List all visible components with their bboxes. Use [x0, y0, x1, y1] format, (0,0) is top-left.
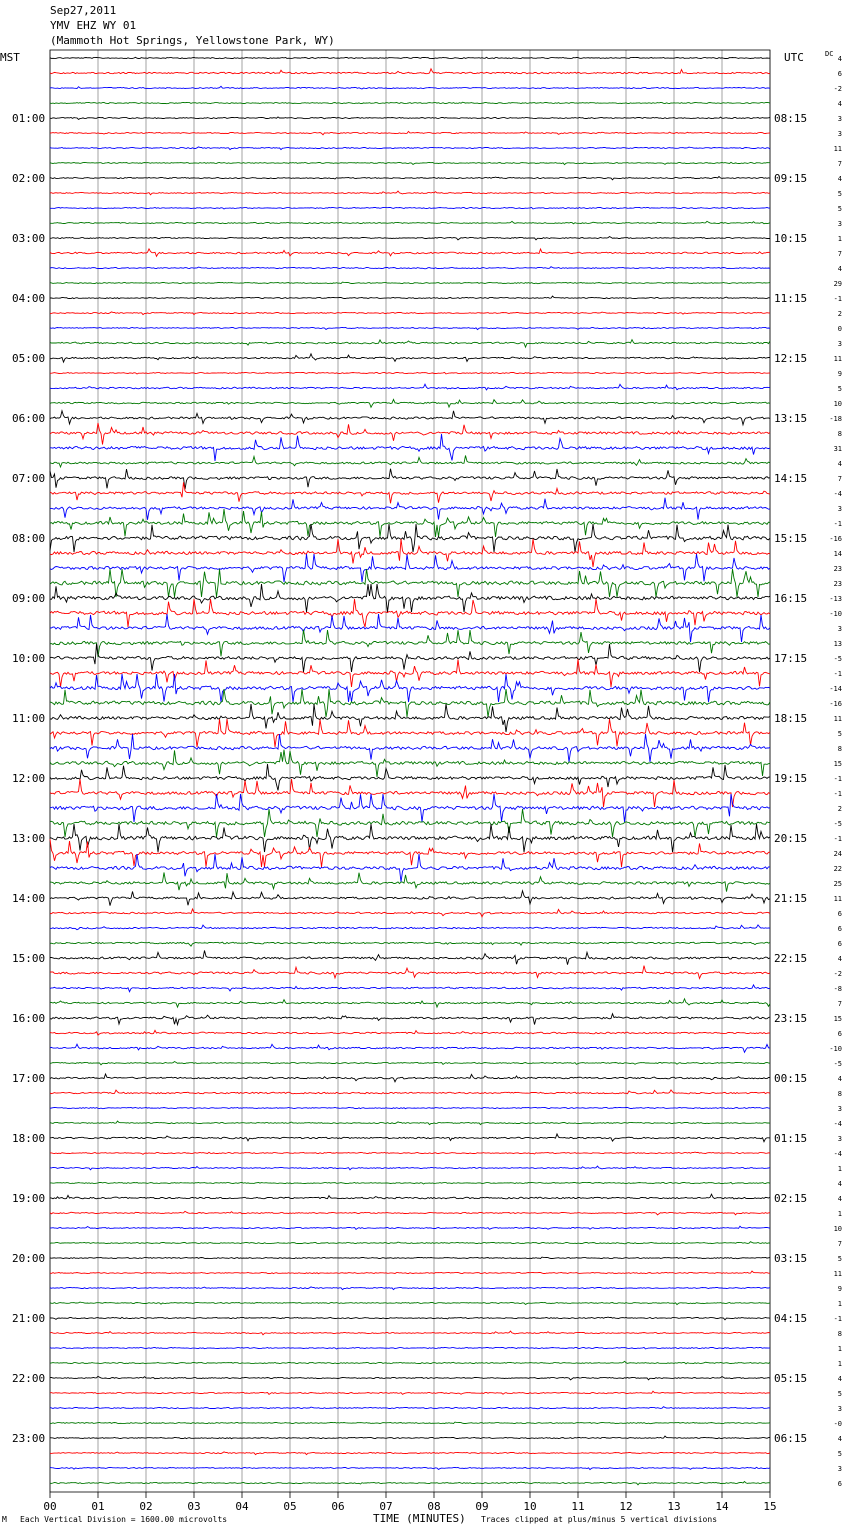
seismogram-trace [50, 1044, 770, 1052]
dc-offset-label: 1 [837, 235, 842, 243]
dc-offset-label: 4 [837, 1180, 842, 1188]
dc-offset-label: 4 [837, 265, 842, 273]
seismogram-trace [50, 891, 770, 906]
seismogram-trace [50, 191, 770, 195]
dc-offset-label: -1 [833, 835, 842, 843]
dc-offset-label: 15 [833, 760, 842, 768]
right-hour-label: 18:15 [774, 712, 808, 725]
seismogram-trace [50, 237, 770, 240]
dc-offset-label: -0 [833, 1420, 842, 1428]
dc-offset-label: -2 [833, 970, 842, 978]
dc-offset-label: 8 [837, 1090, 842, 1098]
seismogram-trace [50, 985, 770, 992]
left-hour-label: 03:00 [12, 232, 46, 245]
left-hour-label: 14:00 [12, 892, 46, 905]
dc-offset-label: 4 [837, 55, 842, 63]
seismogram-trace [50, 999, 770, 1007]
dc-offset-label: 6 [837, 1030, 842, 1038]
dc-offset-label: -10 [829, 1045, 842, 1053]
seismogram-trace [50, 1287, 770, 1290]
seismogram-trace [50, 873, 770, 892]
seismogram-trace [50, 249, 770, 256]
dc-offset-label: -2 [833, 85, 842, 93]
x-tick-label: 09 [475, 1500, 489, 1513]
seismogram-trace [50, 296, 770, 299]
seismogram-trace [50, 1107, 770, 1108]
seismogram-trace [50, 942, 770, 946]
seismogram-trace [50, 1134, 770, 1142]
dc-offset-label: 3 [837, 625, 842, 633]
left-hour-label: 19:00 [12, 1192, 46, 1205]
seismogram-trace [50, 734, 770, 762]
dc-offset-label: 3 [837, 505, 842, 513]
seismogram-trace [50, 312, 770, 315]
right-hour-label: 19:15 [774, 772, 808, 785]
right-hour-label: 13:15 [774, 412, 808, 425]
dc-offset-label: -16 [829, 700, 842, 708]
seismogram-trace [50, 1361, 770, 1364]
right-hour-label: 14:15 [774, 472, 808, 485]
dc-offset-label: 11 [833, 895, 842, 903]
dc-offset-label: 7 [837, 1240, 842, 1248]
right-hour-label: 08:15 [774, 112, 808, 125]
dc-offset-label: -1 [833, 775, 842, 783]
dc-offset-label: 23 [833, 580, 842, 588]
dc-offset-label: 31 [833, 445, 842, 453]
dc-offset-label: 3 [837, 1465, 842, 1473]
station-code: YMV EHZ WY 01 [50, 19, 137, 32]
dc-offset-label: 8 [837, 430, 842, 438]
dc-offset-label: -4 [833, 1120, 842, 1128]
seismogram-trace [50, 1391, 770, 1394]
x-axis-title: TIME (MINUTES) [373, 1512, 466, 1525]
seismogram-trace [50, 434, 770, 461]
seismogram-trace [50, 1271, 770, 1274]
right-hour-label: 05:15 [774, 1372, 808, 1385]
left-hour-label: 23:00 [12, 1432, 46, 1445]
plot-frame [50, 50, 770, 1492]
seismogram-trace [50, 1436, 770, 1439]
seismogram-trace [50, 1331, 770, 1335]
right-hour-label: 10:15 [774, 232, 808, 245]
seismogram-trace [50, 614, 770, 642]
seismogram-trace [50, 1452, 770, 1455]
dc-offset-label: 6 [837, 1480, 842, 1488]
seismogram-trace [50, 340, 770, 347]
left-hour-label: 01:00 [12, 112, 46, 125]
dc-offset-label: 7 [837, 475, 842, 483]
seismogram-trace [50, 372, 770, 374]
seismogram-trace [50, 824, 770, 852]
seismogram-trace [50, 221, 770, 224]
seismogram-trace [50, 1121, 770, 1125]
seismogram-trace [50, 399, 770, 407]
right-hour-label: 15:15 [774, 532, 808, 545]
dc-offset-label: -10 [829, 610, 842, 618]
right-hour-label: 00:15 [774, 1072, 808, 1085]
dc-offset-label: -1 [833, 1315, 842, 1323]
left-hour-label: 18:00 [12, 1132, 46, 1145]
seismogram-trace [50, 704, 770, 732]
seismogram-trace [50, 1467, 770, 1469]
seismogram-trace [50, 498, 770, 520]
dc-offset-label: 8 [837, 1330, 842, 1338]
left-hour-label: 06:00 [12, 412, 46, 425]
seismogram-trace [50, 569, 770, 597]
x-tick-label: 03 [187, 1500, 201, 1513]
seismogram-trace [50, 644, 770, 672]
seismogram-trace [50, 909, 770, 917]
seismogram-trace [50, 1030, 770, 1035]
x-tick-label: 02 [139, 1500, 153, 1513]
seismogram-trace [50, 1317, 770, 1320]
x-tick-label: 12 [619, 1500, 633, 1513]
left-hour-label: 15:00 [12, 952, 46, 965]
seismogram-trace [50, 1211, 770, 1215]
dc-offset-label: 1 [837, 1165, 842, 1173]
dc-offset-label: 5 [837, 1255, 842, 1263]
right-hour-label: 02:15 [774, 1192, 808, 1205]
left-axis-label: MST [0, 51, 20, 64]
right-hour-label: 04:15 [774, 1312, 808, 1325]
dc-offset-label: 3 [837, 1105, 842, 1113]
seismogram-trace [50, 509, 770, 537]
seismogram-trace [50, 764, 770, 790]
seismogram-trace [50, 282, 770, 284]
dc-offset-label: 3 [837, 220, 842, 228]
dc-offset-label: 3 [837, 1405, 842, 1413]
x-tick-label: 11 [571, 1500, 585, 1513]
right-hour-label: 11:15 [774, 292, 808, 305]
dc-offset-label: 5 [837, 385, 842, 393]
clip-note: Traces clipped at plus/minus 5 vertical divisions [481, 1515, 718, 1524]
left-hour-label: 20:00 [12, 1252, 46, 1265]
left-hour-label: 11:00 [12, 712, 46, 725]
left-hour-label: 04:00 [12, 292, 46, 305]
dc-offset-label: 4 [837, 1195, 842, 1203]
seismogram-trace [50, 1347, 770, 1349]
seismogram-trace [50, 1194, 770, 1199]
seismogram-trace [50, 854, 770, 882]
dc-offset-label: 9 [837, 370, 842, 378]
right-hour-label: 06:15 [774, 1432, 808, 1445]
seismogram-trace [50, 794, 770, 822]
seismogram-trace [50, 57, 770, 58]
x-tick-label: 07 [379, 1500, 393, 1513]
right-hour-label: 22:15 [774, 952, 808, 965]
left-hour-label: 22:00 [12, 1372, 46, 1385]
left-hour-label: 21:00 [12, 1312, 46, 1325]
dc-offset-label: 7 [837, 250, 842, 258]
seismogram-trace [50, 750, 770, 777]
left-hour-label: 05:00 [12, 352, 46, 365]
dc-offset-label: 6 [837, 70, 842, 78]
seismogram-trace [50, 809, 770, 837]
seismogram-trace [50, 482, 770, 503]
seismogram-trace [50, 1074, 770, 1082]
dc-offset-label: 4 [837, 1435, 842, 1443]
dc-offset-label: -16 [829, 535, 842, 543]
dc-offset-label: 4 [837, 460, 842, 468]
dc-offset-label: 3 [837, 130, 842, 138]
station-location: (Mammoth Hot Springs, Yellowstone Park, WY) [50, 34, 335, 47]
dc-offset-label: -5 [833, 1060, 842, 1068]
x-tick-label: 10 [523, 1500, 537, 1513]
seismogram-trace [50, 1242, 770, 1244]
seismogram-trace [50, 456, 770, 468]
dc-offset-label: 1 [837, 1210, 842, 1218]
dc-offset-label: -1 [833, 670, 842, 678]
dc-offset-label: 7 [837, 1000, 842, 1008]
seismogram-trace [50, 354, 770, 362]
seismogram-trace [50, 599, 770, 627]
seismogram-trace [50, 102, 770, 104]
dc-offset-label: -1 [833, 295, 842, 303]
dc-offset-label: 24 [833, 850, 842, 858]
dc-offset-label: 6 [837, 910, 842, 918]
dc-offset-label: 1 [837, 1360, 842, 1368]
dc-offset-label: 1 [837, 1300, 842, 1308]
dc-offset-label: 14 [833, 550, 842, 558]
seismogram-trace [50, 267, 770, 269]
right-hour-label: 16:15 [774, 592, 808, 605]
left-hour-label: 16:00 [12, 1012, 46, 1025]
seismogram-trace [50, 925, 770, 930]
dc-offset-label: 4 [837, 1075, 842, 1083]
seismogram-trace [50, 327, 770, 329]
left-hour-label: 13:00 [12, 832, 46, 845]
seismogram-trace [50, 117, 770, 120]
left-hour-label: 09:00 [12, 592, 46, 605]
seismogram-trace [50, 423, 770, 445]
dc-offset-label: 3 [837, 340, 842, 348]
right-hour-label: 17:15 [774, 652, 808, 665]
left-hour-label: 10:00 [12, 652, 46, 665]
dc-column-label: DC [825, 50, 834, 58]
seismogram-trace [50, 951, 770, 965]
right-hour-label: 03:15 [774, 1252, 808, 1265]
dc-offset-label: 11 [833, 355, 842, 363]
dc-offset-label: 8 [837, 745, 842, 753]
dc-offset-label: 15 [833, 1015, 842, 1023]
seismogram-trace [50, 1152, 770, 1154]
seismogram-trace [50, 1182, 770, 1184]
dc-offset-label: 11 [833, 145, 842, 153]
dc-offset-label: 23 [833, 565, 842, 573]
dc-offset-label: 5 [837, 1390, 842, 1398]
chart-date: Sep27,2011 [50, 4, 117, 17]
dc-offset-label: 7 [837, 160, 842, 168]
right-hour-label: 09:15 [774, 172, 808, 185]
seismogram-trace [50, 411, 770, 425]
right-hour-label: 20:15 [774, 832, 808, 845]
dc-offset-label: -1 [833, 790, 842, 798]
seismogram-trace [50, 1302, 770, 1305]
seismogram-trace [50, 719, 770, 747]
dc-offset-label: -5 [833, 820, 842, 828]
seismogram-trace [50, 1257, 770, 1259]
dc-offset-label: 29 [833, 280, 842, 288]
seismogram-trace [50, 1062, 770, 1065]
seismogram-trace [50, 1482, 770, 1485]
x-tick-label: 14 [715, 1500, 729, 1513]
corner-mark: M [2, 1515, 7, 1524]
x-tick-label: 00 [43, 1500, 57, 1513]
left-hour-label: 07:00 [12, 472, 46, 485]
seismogram-trace [50, 384, 770, 390]
seismogram-trace [50, 1014, 770, 1025]
x-tick-label: 06 [331, 1500, 345, 1513]
dc-offset-label: 11 [833, 1270, 842, 1278]
scale-note: Each Vertical Division = 1600.00 microvolts [20, 1515, 228, 1524]
left-hour-label: 08:00 [12, 532, 46, 545]
dc-offset-label: -4 [833, 490, 842, 498]
x-tick-label: 13 [667, 1500, 681, 1513]
right-hour-label: 21:15 [774, 892, 808, 905]
seismogram-trace [50, 539, 770, 567]
seismogram-trace [50, 469, 770, 490]
dc-offset-label: -4 [833, 1150, 842, 1158]
seismogram-trace [50, 674, 770, 702]
dc-offset-label: 4 [837, 955, 842, 963]
x-tick-label: 04 [235, 1500, 249, 1513]
dc-offset-label: 5 [837, 730, 842, 738]
dc-offset-label: -14 [829, 685, 842, 693]
dc-offset-label: 0 [837, 325, 842, 333]
seismogram-trace [50, 839, 770, 867]
x-tick-label: 01 [91, 1500, 105, 1513]
seismogram-trace [50, 177, 770, 180]
dc-offset-label: 4 [837, 1375, 842, 1383]
dc-offset-label: 3 [837, 115, 842, 123]
seismogram-trace [50, 1376, 770, 1380]
dc-offset-label: 2 [837, 805, 842, 813]
seismogram-trace [50, 1422, 770, 1424]
dc-offset-label: 3 [837, 1135, 842, 1143]
right-hour-label: 01:15 [774, 1132, 808, 1145]
dc-offset-label: 13 [833, 640, 842, 648]
seismogram-trace [50, 1090, 770, 1094]
seismogram-trace [50, 69, 770, 74]
right-hour-label: 12:15 [774, 352, 808, 365]
dc-offset-label: 25 [833, 880, 842, 888]
dc-offset-label: 5 [837, 1450, 842, 1458]
seismogram-trace [50, 1166, 770, 1170]
left-hour-label: 02:00 [12, 172, 46, 185]
left-hour-label: 17:00 [12, 1072, 46, 1085]
dc-offset-label: 4 [837, 100, 842, 108]
right-hour-label: 23:15 [774, 1012, 808, 1025]
x-tick-label: 08 [427, 1500, 441, 1513]
seismogram-trace [50, 630, 770, 657]
dc-offset-label: -18 [829, 415, 842, 423]
seismogram-trace [50, 779, 770, 807]
x-tick-label: 05 [283, 1500, 297, 1513]
seismogram-trace [50, 131, 770, 134]
dc-offset-label: 6 [837, 940, 842, 948]
dc-offset-label: 9 [837, 1285, 842, 1293]
dc-offset-label: -5 [833, 655, 842, 663]
dc-offset-label: -8 [833, 985, 842, 993]
seismogram-trace [50, 162, 770, 164]
dc-offset-label: 5 [837, 190, 842, 198]
seismogram-trace [50, 1226, 770, 1229]
dc-offset-label: 11 [833, 715, 842, 723]
dc-offset-label: 2 [837, 310, 842, 318]
seismogram-trace [50, 1407, 770, 1409]
dc-offset-label: 22 [833, 865, 842, 873]
dc-offset-label: 5 [837, 205, 842, 213]
dc-offset-label: 6 [837, 925, 842, 933]
seismogram-trace [50, 207, 770, 209]
dc-offset-label: -1 [833, 520, 842, 528]
dc-offset-label: 4 [837, 175, 842, 183]
left-hour-label: 12:00 [12, 772, 46, 785]
seismogram-trace [50, 524, 770, 552]
x-tick-label: 15 [763, 1500, 777, 1513]
dc-offset-label: 10 [833, 1225, 842, 1233]
seismogram-trace [50, 966, 770, 979]
dc-offset-label: 1 [837, 1345, 842, 1353]
dc-offset-label: 10 [833, 400, 842, 408]
seismogram-trace [50, 584, 770, 612]
right-axis-label: UTC [784, 51, 804, 64]
seismogram-trace [50, 554, 770, 582]
dc-offset-label: -13 [829, 595, 842, 603]
seismogram-trace [50, 147, 770, 150]
seismogram-trace [50, 86, 770, 89]
